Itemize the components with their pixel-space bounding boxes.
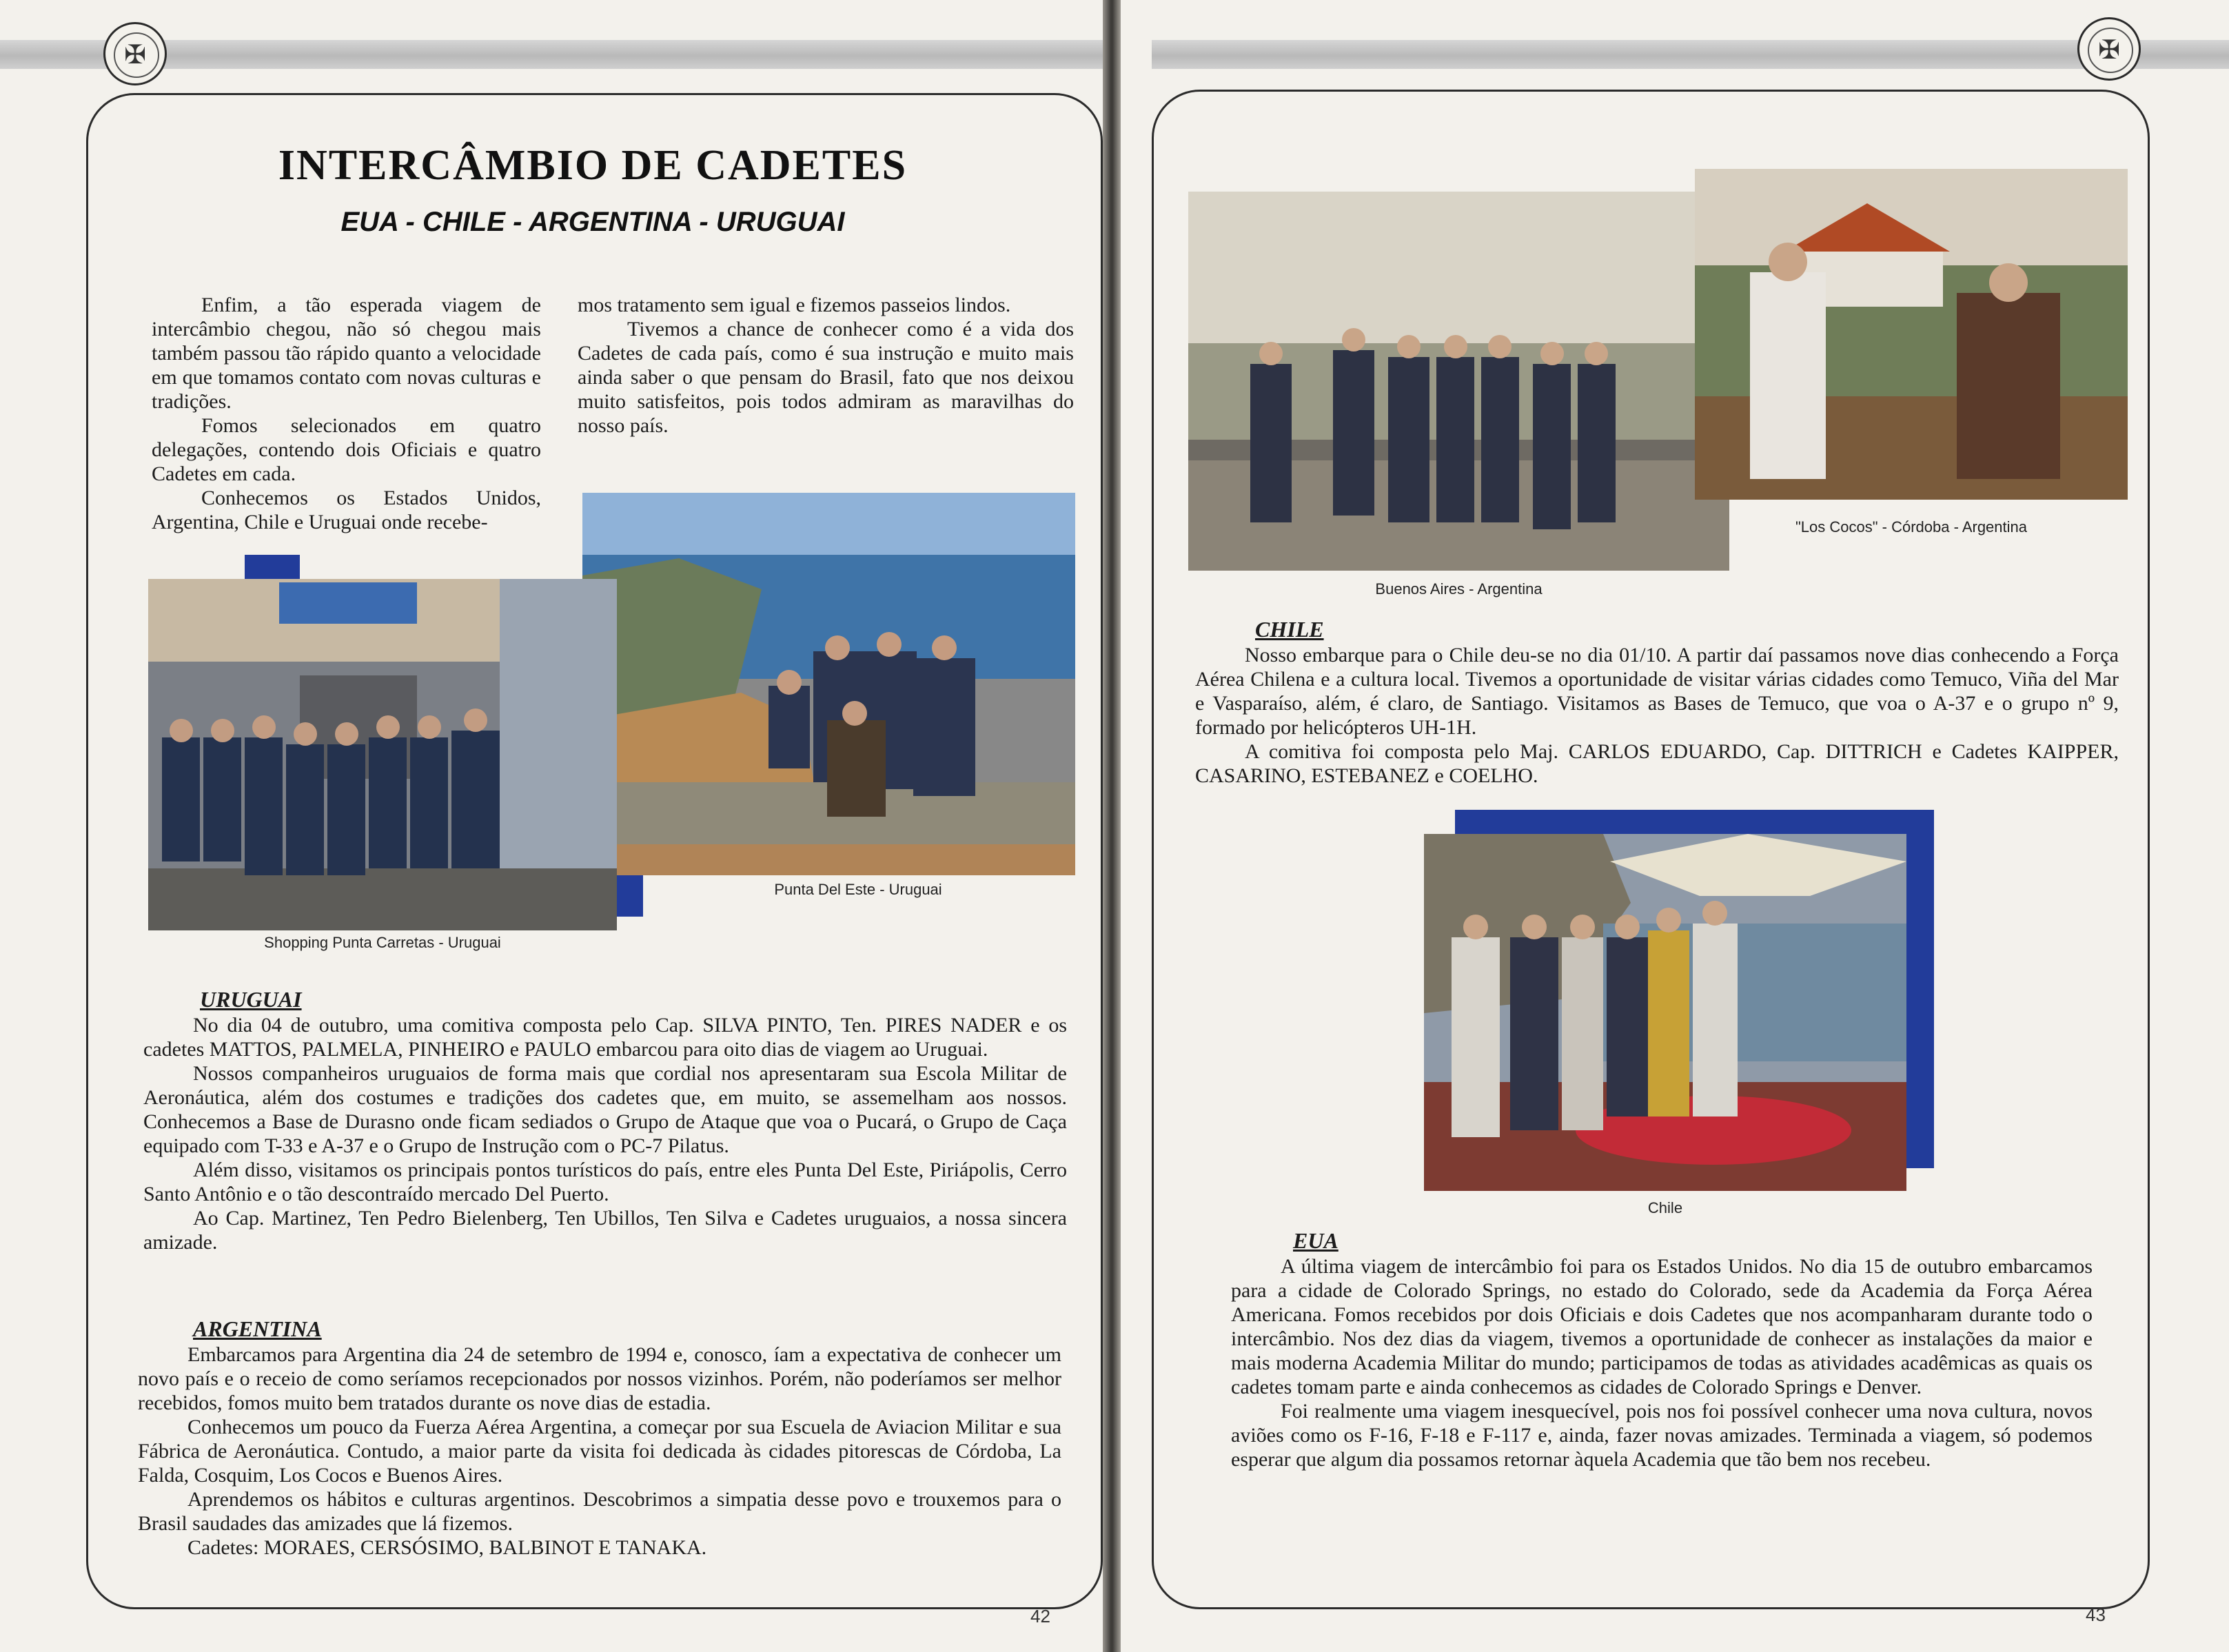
chile-paragraph: Nosso embarque para o Chile deu-se no dia 01/10. A partir daí passamos nove dias conhecendo a Força Aérea Chilena e a cultura local. Tivemos a oportunidade de visitar várias cidades como Temuco, Viña del Mar e Vasparaíso, além, é claro, de Santiago. Visitamos as Bases de Temuco, que voa o A-37 e o grupo nº 9, formado por helicópteros UH-1H. [1195,644,2119,739]
uruguai-paragraph: Além disso, visitamos os principais pontos turísticos do país, entre eles Punta Del Este, Piriápolis, Cerro Santo Antônio e o tão descontraído mercado Del Puerto. [143,1159,1067,1205]
intro-column-2 [578,293,1074,438]
academy-crest-icon: ✠ [103,22,167,85]
book-gutter [1103,0,1121,1652]
photo-shopping-punta-carretas [148,579,617,930]
heading-uruguai: URUGUAI [200,987,302,1012]
chile-paragraph: A comitiva foi composta pelo Maj. CARLOS EDUARDO, Cap. DITTRICH e Cadetes KAIPPER, CASARINO, ESTEBANEZ e COELHO. [1195,740,2119,787]
page-number: 42 [1030,1606,1050,1626]
eua-section [1231,1254,2093,1471]
header-bar [1152,40,2229,69]
heading-eua: EUA [1293,1228,1339,1253]
uruguai-paragraph: Nossos companheiros uruguaios de forma mais que cordial nos apresentaram sua Escola Militar de Aeronáutica, além dos costumes e tradições dos cadetes que, em muito, se assemelham aos nossos. Conhecemos a Base de Durasno onde ficam sediados o Grupo de Ataque que voa o Pucará, o Grupo de Caça equipado com T-33 e A-37 e o Grupo de Instrução com o PC-7 Pilatus. [143,1062,1067,1157]
page-title: INTERCÂMBIO DE CADETES [278,142,908,189]
uruguai-section [143,1013,1067,1254]
argentina-paragraph: Conhecemos um pouco da Fuerza Aérea Argentina, a começar por sua Escuela de Aviacion Militar e sua Fábrica de Aeronáutica. Contudo, a maior parte da visita foi dedicada às cidades pitorescas de Córdoba, La Falda, Cosquim, Los Cocos e Buenos Aires. [138,1416,1061,1487]
uruguai-paragraph: No dia 04 de outubro, uma comitiva composta pelo Cap. SILVA PINTO, Ten. PIRES NADER e os cadetes MATTOS, PALMELA, PINHEIRO e PAULO embarcou para oito dias de viagem ao Uruguai. [143,1014,1067,1061]
photo-punta-del-este [582,493,1075,875]
argentina-section [138,1343,1061,1560]
accent-bar [1906,810,1934,1168]
right-page [1121,0,2229,1652]
argentina-paragraph: Embarcamos para Argentina dia 24 de setembro de 1994 e, conosco, íam a expectativa de conhecer um novo país e o receio de como seríamos recepcionados por nossos vizinhos. Porém, não poderíamos ser melhor recebidos, fomos muito bem tratados durante os nove dias de estadia. [138,1343,1061,1414]
caption-shopping-punta-carretas: Shopping Punta Carretas - Uruguai [264,934,501,951]
caption-los-cocos: "Los Cocos" - Córdoba - Argentina [1795,518,2027,536]
photo-los-cocos [1695,169,2128,500]
photo-chile [1424,834,1906,1191]
chile-section [1195,643,2119,788]
intro-paragraph: Conhecemos os Estados Unidos, Argentina, Chile e Uruguai onde recebe- [152,487,541,533]
intro-paragraph: Tivemos a chance de conhecer como é a vida dos Cadetes de cada país, como é sua instrução e muito mais ainda saber o que pensam do Brasil, fato que nos deixou muito satisfeitos, pois todos admiram as maravilhas do nosso país. [578,318,1074,437]
academy-crest-icon: ✠ [2077,17,2141,81]
caption-buenos-aires: Buenos Aires - Argentina [1375,580,1543,598]
uruguai-paragraph: Ao Cap. Martinez, Ten Pedro Bielenberg, Ten Ubillos, Ten Silva e Cadetes uruguaios, a nossa sincera amizade. [143,1207,1067,1254]
intro-paragraph: mos tratamento sem igual e fizemos passeios lindos. [578,294,1011,316]
heading-argentina: ARGENTINA [193,1316,322,1341]
intro-column-1 [152,293,541,534]
caption-punta-del-este: Punta Del Este - Uruguai [774,881,942,898]
intro-paragraph: Enfim, a tão esperada viagem de intercâmbio chegou, não só chegou mais também passou tão rápido quanto a velocidade em que tomamos contato com novas culturas e tradições. [152,294,541,413]
page-subtitle: EUA - CHILE - ARGENTINA - URUGUAI [340,207,845,237]
intro-paragraph: Fomos selecionados em quatro delegações, contendo dois Oficiais e quatro Cadetes em cada. [152,414,541,485]
eua-paragraph: A última viagem de intercâmbio foi para os Estados Unidos. No dia 15 de outubro embarcamos para a cidade de Colorado Springs, no estado do Colorado, sede da Academia da Força Aérea Americana. Fomos recebidos por dois Oficiais e dois Cadetes que nos acompanharam durante todo o intercâmbio. Nos dez dias da viagem, tivemos a oportunidade de conhecer as instalações da maior e mais moderna Academia Militar do mundo; participamos de todas as atividades acadêmicas as quais os cadetes tomam parte e ainda conhecemos as cidades de Colorado Springs e Denver. [1231,1255,2093,1398]
argentina-paragraph: Aprendemos os hábitos e culturas argentinos. Descobrimos a simpatia desse povo e trouxemos para o Brasil saudades das amizades que lá fizemos. [138,1488,1061,1535]
caption-chile: Chile [1647,1199,1683,1216]
argentina-paragraph: Cadetes: MORAES, CERSÓSIMO, BALBINOT E TANAKA. [187,1536,707,1559]
page-number: 43 [2086,1604,2106,1625]
heading-chile: CHILE [1255,617,1324,642]
left-page [0,0,1103,1652]
eua-paragraph: Foi realmente uma viagem inesquecível, pois nos foi possível conhecer uma nova cultura, novos aviões como os F-16, F-18 e F-117 e, ainda, fazer novas amizades. Terminada a viagem, só podemos esperar que algum dia possamos retornar àquela Academia que tão bem nos recebeu. [1231,1400,2093,1471]
photo-buenos-aires [1188,192,1729,571]
